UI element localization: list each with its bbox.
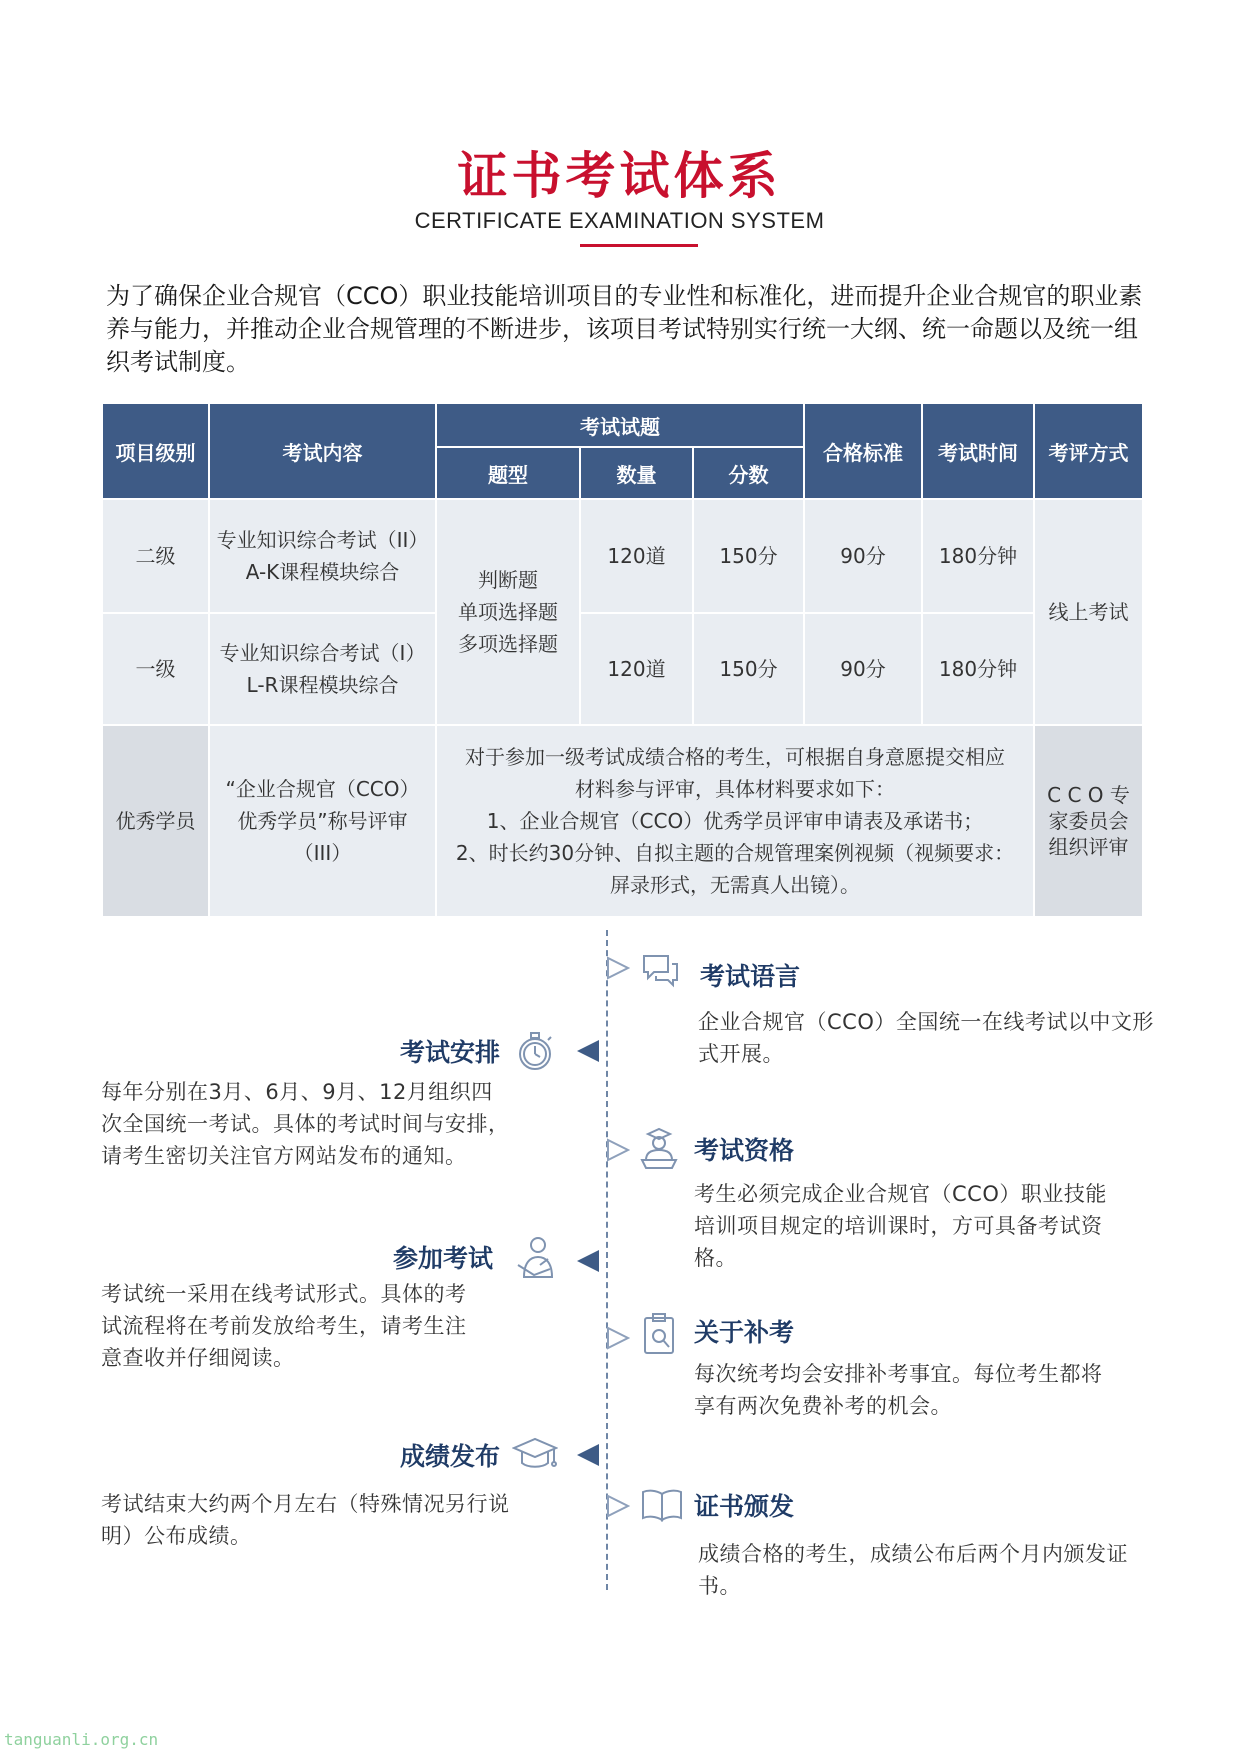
row-content-line: 专业知识综合考试（II） [216,528,429,552]
exam-table [101,402,1144,918]
section-line: 享有两次免费补考的机会。 [694,1394,952,1418]
row-time: 180分钟 [922,613,1034,725]
section-title-language: 考试语言 [700,962,801,991]
qtype-item: 多项选择题 [458,632,558,656]
timeline-arrow [577,1040,599,1062]
header-count: 数量 [580,447,693,499]
row-score: 150分 [693,499,804,613]
excellent-desc-line: 屏录形式，无需真人出镜）。 [610,873,860,897]
method-cell: 线上考试 [1034,499,1143,725]
section-line: 格。 [694,1246,737,1270]
timeline-arrow-outline [606,1494,630,1522]
section-line: 每年分别在3月、6月、9月、12月组织四 [101,1080,493,1104]
section-text-certificate [698,1538,1158,1602]
header-qtype: 题型 [436,447,580,499]
section-text-language [698,1006,1158,1070]
row-content [209,499,436,613]
section-line: 每次统考均会安排补考事宜。每位考生都将 [694,1362,1103,1386]
excellent-content-line: 优秀学员”称号评审 [237,809,408,833]
excellent-desc-line: 1、企业合规官（CCO）优秀学员评审申请表及承诺书； [486,809,984,833]
student-icon [638,1126,680,1174]
section-line: 明）公布成绩。 [101,1524,252,1548]
header-questions: 考试试题 [436,403,804,447]
section-title-participate: 参加考试 [393,1244,494,1273]
open-book-icon [640,1488,684,1526]
table-row [102,499,1143,613]
excellent-desc-line: 对于参加一级考试成绩合格的考生，可根据自身意愿提交相应 [465,745,1005,769]
qtype-cell [436,499,580,725]
row-content-line: A-K课程模块综合 [245,560,400,584]
qtype-item: 判断题 [478,568,538,592]
section-line: 考试结束大约两个月左右（特殊情况另行说 [101,1492,510,1516]
qtype-item: 单项选择题 [458,600,558,624]
title-underline [580,244,698,247]
section-title-certificate: 证书颁发 [694,1492,795,1521]
clipboard-search-icon [642,1312,678,1360]
section-line: 次全国统一考试。具体的考试时间与安排， [101,1112,510,1136]
timeline-arrow [577,1444,599,1466]
timeline-arrow [577,1250,599,1272]
row-content-line: L-R课程模块综合 [246,673,399,697]
graduation-cap-icon [512,1436,558,1476]
header-method: 考评方式 [1034,403,1143,499]
excellent-method-line: 家委员会 [1048,809,1129,833]
watermark: tanguanli.org.cn [4,1730,159,1749]
chat-bubbles-icon [640,952,680,992]
section-line: 请考生密切关注官方网站发布的通知。 [101,1144,467,1168]
row-level: 一级 [102,613,209,725]
header-time: 考试时间 [922,403,1034,499]
section-text-retake [694,1358,1154,1422]
excellent-method-line: 组织评审 [1048,835,1129,859]
section-text-results [101,1488,541,1552]
timeline-arrow-outline [606,1138,630,1166]
section-line: 试流程将在考前发放给考生，请考生注 [101,1314,467,1338]
row-pass: 90分 [804,613,922,725]
row-score: 150分 [693,613,804,725]
page-subtitle: CERTIFICATE EXAMINATION SYSTEM [414,208,825,233]
section-line: 式开展。 [698,1042,784,1066]
intro-paragraph: 为了确保企业合规官（CCO）职业技能培训项目的专业性和标准化，进而提升企业合规官的职业素养与能力，并推动企业合规管理的不断进步，该项目考试特别实行统一大纲、统一命题以及统一组织考试制度。 [106,282,1143,376]
row-time: 180分钟 [922,499,1034,613]
header-score: 分数 [693,447,804,499]
excellent-desc-line: 材料参与评审，具体材料要求如下： [575,777,895,801]
timeline-divider [606,930,608,1590]
header-level: 项目级别 [102,403,209,499]
section-text-arrangement [101,1076,541,1172]
table-row [102,613,1143,725]
timeline-arrow-outline [606,1326,630,1354]
section-text-participate [101,1278,541,1374]
row-count: 120道 [580,613,693,725]
row-content-line: 专业知识综合考试（I） [219,641,426,665]
excellent-method-line: C C O 专 [1047,783,1130,807]
row-level: 二级 [102,499,209,613]
excellent-level: 优秀学员 [102,725,209,917]
row-pass: 90分 [804,499,922,613]
section-title-retake: 关于补考 [694,1318,795,1347]
excellent-content-line: “企业合规官（CCO） [225,777,420,801]
stopwatch-icon [515,1030,555,1076]
section-title-arrangement: 考试安排 [400,1038,501,1067]
excellent-content [209,725,436,917]
table-row [102,725,1143,917]
section-line: 企业合规官（CCO）全国统一在线考试以中文形 [698,1010,1154,1034]
excellent-content-line: （III） [293,841,352,865]
section-title-eligibility: 考试资格 [694,1136,795,1165]
row-content [209,613,436,725]
excellent-method [1034,725,1143,917]
section-line: 培训项目规定的培训课时，方可具备考试资 [694,1214,1103,1238]
excellent-desc-line: 2、时长约30分钟、自拟主题的合规管理案例视频（视频要求： [455,841,1015,865]
section-line: 成绩合格的考生，成绩公布后两个月内颁发证书。 [698,1542,1128,1598]
section-line: 考试统一采用在线考试形式。具体的考 [101,1282,467,1306]
section-title-results: 成绩发布 [400,1442,501,1471]
timeline-arrow-outline [606,956,630,984]
excellent-desc [436,725,1034,917]
page-title: 证书考试体系 [457,147,782,205]
header-content: 考试内容 [209,403,436,499]
header-pass: 合格标准 [804,403,922,499]
row-count: 120道 [580,499,693,613]
section-line: 意查收并仔细阅读。 [101,1346,295,1370]
section-line: 考生必须完成企业合规官（CCO）职业技能 [694,1182,1107,1206]
section-text-eligibility [694,1178,1154,1274]
